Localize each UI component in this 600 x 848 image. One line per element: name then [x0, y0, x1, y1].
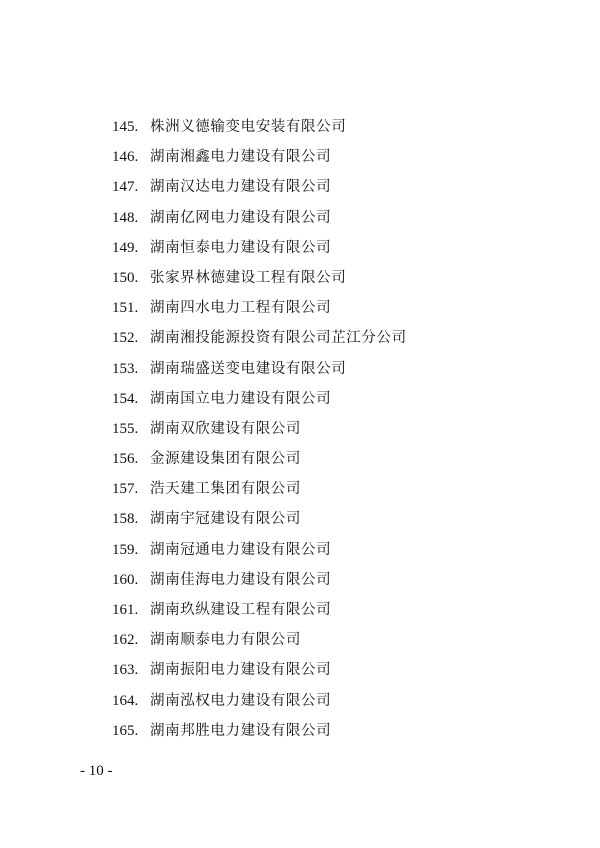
item-number: 150. — [112, 269, 139, 286]
company-name: 湖南泓权电力建设有限公司 — [150, 692, 332, 709]
company-name: 金源建设集团有限公司 — [150, 451, 301, 468]
company-name: 湖南汉达电力建设有限公司 — [150, 179, 332, 196]
list-item — [112, 716, 407, 746]
company-name: 湖南国立电力建设有限公司 — [150, 390, 332, 407]
list-item — [112, 384, 407, 414]
item-number: 154. — [112, 390, 139, 407]
item-number: 145. — [112, 119, 139, 135]
company-name: 张家界林德建设工程有限公司 — [150, 269, 347, 286]
list-item — [112, 595, 407, 625]
item-number: 147. — [112, 179, 139, 196]
list-item — [112, 535, 407, 565]
company-name: 湖南四水电力工程有限公司 — [150, 300, 332, 317]
company-name: 湖南瑞盛送变电建设有限公司 — [150, 360, 347, 377]
item-number: 157. — [112, 481, 139, 498]
company-name: 湖南冠通电力建设有限公司 — [150, 541, 332, 558]
item-number: 152. — [112, 330, 139, 347]
item-number: 155. — [112, 420, 139, 437]
company-name: 湖南邦胜电力建设有限公司 — [150, 722, 332, 739]
list-item — [112, 444, 407, 474]
list-item — [112, 233, 407, 263]
list-item — [112, 112, 407, 142]
list-item — [112, 655, 407, 685]
list-item — [112, 354, 407, 384]
item-number: 165. — [112, 722, 139, 739]
item-number: 162. — [112, 632, 139, 649]
item-number: 161. — [112, 602, 139, 618]
item-number: 148. — [112, 209, 139, 226]
list-item — [112, 474, 407, 504]
list-item — [112, 172, 407, 202]
company-name: 湖南佳海电力建设有限公司 — [150, 571, 332, 588]
item-number: 159. — [112, 541, 139, 558]
company-name: 湖南玖纵建设工程有限公司 — [150, 602, 332, 618]
company-name: 株洲义德输变电安装有限公司 — [150, 119, 347, 135]
item-number: 164. — [112, 692, 139, 709]
company-name: 湖南亿网电力建设有限公司 — [150, 209, 332, 226]
company-name: 湖南振阳电力建设有限公司 — [150, 662, 332, 679]
company-name: 湖南顺泰电力有限公司 — [150, 632, 301, 649]
company-name: 湖南湘投能源投资有限公司芷江分公司 — [150, 330, 407, 347]
company-list — [112, 112, 407, 746]
item-number: 160. — [112, 571, 139, 588]
item-number: 158. — [112, 511, 139, 528]
company-name: 湖南恒泰电力建设有限公司 — [150, 239, 332, 256]
company-name: 湖南宇冠建设有限公司 — [150, 511, 301, 528]
list-item — [112, 203, 407, 233]
item-number: 146. — [112, 149, 139, 166]
list-item — [112, 323, 407, 353]
company-name: 湖南湘鑫电力建设有限公司 — [150, 149, 332, 166]
company-name: 浩天建工集团有限公司 — [150, 481, 301, 498]
list-item — [112, 565, 407, 595]
item-number: 156. — [112, 451, 139, 468]
list-item — [112, 686, 407, 716]
list-item — [112, 414, 407, 444]
company-name: 湖南双欣建设有限公司 — [150, 420, 301, 437]
list-item — [112, 625, 407, 655]
item-number: 151. — [112, 300, 139, 317]
list-item — [112, 504, 407, 534]
page-number: - 10 - — [80, 763, 113, 779]
item-number: 163. — [112, 662, 139, 679]
list-item — [112, 142, 407, 172]
item-number: 153. — [112, 360, 139, 377]
item-number: 149. — [112, 239, 139, 256]
list-item — [112, 263, 407, 293]
list-item — [112, 293, 407, 323]
